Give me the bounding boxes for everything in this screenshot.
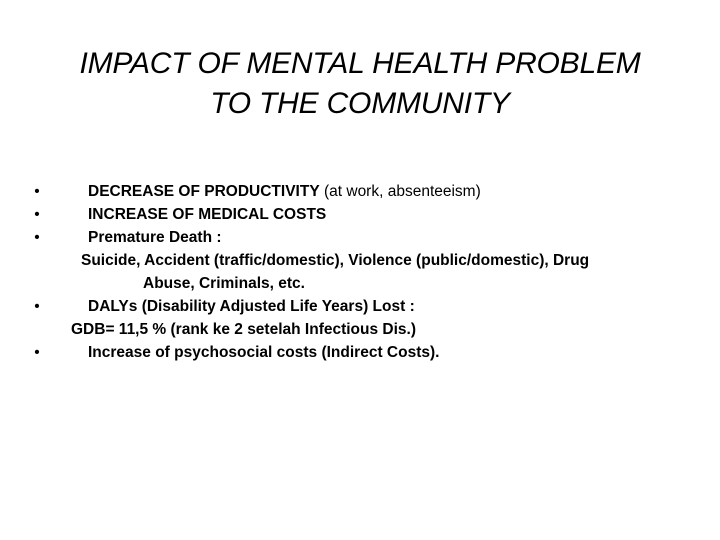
detail-line-1: Suicide, Accident (traffic/domestic), Violence (public/domestic), Drug <box>81 252 590 269</box>
dalys-detail: GDB= 11,5 % (rank ke 2 setelah Infectious Dis.) <box>71 321 417 338</box>
bullet-icon: • <box>34 206 40 223</box>
bullet-text: Premature Death : <box>88 229 222 246</box>
premature-death-detail <box>27 249 687 295</box>
detail-line-2: Abuse, Criminals, etc. <box>143 275 305 292</box>
bullet-list <box>27 180 687 364</box>
bullet-icon: • <box>34 298 40 315</box>
slide-title <box>36 44 684 124</box>
title-line-2: TO THE COMMUNITY <box>210 87 510 120</box>
title-line-1: IMPACT OF MENTAL HEALTH PROBLEM <box>79 47 641 80</box>
list-item <box>27 203 687 226</box>
list-item <box>27 295 687 318</box>
bullet-icon: • <box>34 183 40 200</box>
list-item <box>27 341 687 364</box>
bullet-text: Increase of psychosocial costs (Indirect Costs). <box>88 344 440 361</box>
bullet-note: (at work, absenteeism) <box>319 183 481 200</box>
list-item <box>27 180 687 203</box>
bullet-text: DALYs (Disability Adjusted Life Years) Lost : <box>88 298 415 315</box>
list-item <box>27 226 687 249</box>
bullet-text: INCREASE OF MEDICAL COSTS <box>88 206 327 223</box>
bullet-icon: • <box>34 229 40 246</box>
bullet-text: DECREASE OF PRODUCTIVITY <box>88 183 320 200</box>
bullet-icon: • <box>34 344 40 361</box>
